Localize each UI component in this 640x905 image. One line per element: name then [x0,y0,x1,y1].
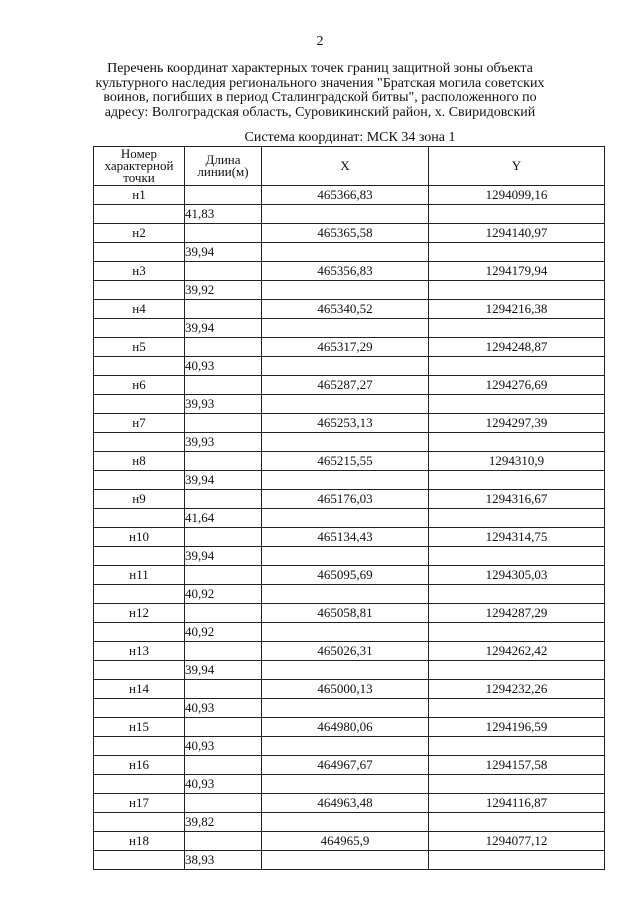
empty-length-cell [185,680,262,699]
empty-x-cell [262,319,429,338]
empty-point-cell [94,243,185,262]
empty-y-cell [429,851,605,870]
empty-length-cell [185,718,262,737]
empty-point-cell [94,661,185,680]
point-number-cell: н11 [94,566,185,585]
point-number-cell: н14 [94,680,185,699]
empty-point-cell [94,281,185,300]
y-coordinate-cell: 1294099,16 [429,186,605,205]
x-coordinate-cell: 465365,58 [262,224,429,243]
x-coordinate-cell: 465026,31 [262,642,429,661]
empty-length-cell [185,452,262,471]
y-coordinate-cell: 1294305,03 [429,566,605,585]
empty-x-cell [262,699,429,718]
x-coordinate-cell: 464980,06 [262,718,429,737]
empty-length-cell [185,376,262,395]
empty-x-cell [262,547,429,566]
empty-length-cell [185,414,262,433]
x-coordinate-cell: 464963,48 [262,794,429,813]
empty-y-cell [429,205,605,224]
table-row [94,832,605,851]
table-row [94,680,605,699]
y-coordinate-cell: 1294248,87 [429,338,605,357]
empty-x-cell [262,357,429,376]
empty-y-cell [429,585,605,604]
empty-y-cell [429,699,605,718]
x-coordinate-cell: 465215,55 [262,452,429,471]
empty-point-cell [94,851,185,870]
point-number-cell: н17 [94,794,185,813]
header-x: X [262,147,429,186]
point-number-cell: н10 [94,528,185,547]
x-coordinate-cell: 465000,13 [262,680,429,699]
x-coordinate-cell: 465340,52 [262,300,429,319]
table-row [94,338,605,357]
empty-x-cell [262,851,429,870]
y-coordinate-cell: 1294077,12 [429,832,605,851]
table-row [94,490,605,509]
line-length-cell: 40,92 [185,623,262,642]
point-number-cell: н8 [94,452,185,471]
table-row-length [94,661,605,680]
empty-length-cell [185,566,262,585]
table-row [94,186,605,205]
point-number-cell: н6 [94,376,185,395]
x-coordinate-cell: 465176,03 [262,490,429,509]
empty-length-cell [185,262,262,281]
table-row-length [94,737,605,756]
table-row-length [94,623,605,642]
table-row-length [94,395,605,414]
x-coordinate-cell: 464967,67 [262,756,429,775]
empty-point-cell [94,623,185,642]
empty-x-cell [262,813,429,832]
x-coordinate-cell: 465253,13 [262,414,429,433]
y-coordinate-cell: 1294276,69 [429,376,605,395]
y-coordinate-cell: 1294157,58 [429,756,605,775]
y-coordinate-cell: 1294216,38 [429,300,605,319]
point-number-cell: н1 [94,186,185,205]
table-row [94,376,605,395]
empty-y-cell [429,471,605,490]
line-length-cell: 41,64 [185,509,262,528]
point-number-cell: н15 [94,718,185,737]
empty-x-cell [262,737,429,756]
x-coordinate-cell: 465317,29 [262,338,429,357]
empty-y-cell [429,433,605,452]
line-length-cell: 39,94 [185,661,262,680]
empty-point-cell [94,395,185,414]
point-number-cell: н12 [94,604,185,623]
empty-x-cell [262,243,429,262]
x-coordinate-cell: 465356,83 [262,262,429,281]
empty-y-cell [429,661,605,680]
line-length-cell: 40,93 [185,775,262,794]
y-coordinate-cell: 1294316,67 [429,490,605,509]
empty-y-cell [429,813,605,832]
empty-y-cell [429,395,605,414]
empty-y-cell [429,357,605,376]
header-point-number: Номер характерной точки [94,147,185,186]
empty-length-cell [185,224,262,243]
table-row [94,452,605,471]
empty-x-cell [262,509,429,528]
y-coordinate-cell: 1294140,97 [429,224,605,243]
line-length-cell: 39,94 [185,319,262,338]
table-row [94,642,605,661]
table-header-row [94,147,605,186]
empty-point-cell [94,813,185,832]
empty-y-cell [429,775,605,794]
empty-x-cell [262,205,429,224]
line-length-cell: 40,93 [185,357,262,376]
y-coordinate-cell: 1294116,87 [429,794,605,813]
empty-x-cell [262,775,429,794]
empty-x-cell [262,623,429,642]
y-coordinate-cell: 1294262,42 [429,642,605,661]
empty-y-cell [429,737,605,756]
empty-length-cell [185,490,262,509]
x-coordinate-cell: 465287,27 [262,376,429,395]
empty-point-cell [94,471,185,490]
line-length-cell: 41,83 [185,205,262,224]
document-heading: Перечень координат характерных точек границ защитной зоны объекта культурного наследия регионального значения "Братская могила советских воинов, погибших в период Сталинградской битвы", расположенного по адресу: Волгоградская область, Суровикинский район, х. Свиридовский [95,61,545,120]
line-length-cell: 40,93 [185,699,262,718]
table-row [94,604,605,623]
empty-length-cell [185,832,262,851]
line-length-cell: 39,94 [185,471,262,490]
table-row-length [94,851,605,870]
line-length-cell: 38,93 [185,851,262,870]
table-row [94,756,605,775]
table-row [94,224,605,243]
table-row-length [94,775,605,794]
point-number-cell: н9 [94,490,185,509]
y-coordinate-cell: 1294314,75 [429,528,605,547]
y-coordinate-cell: 1294297,39 [429,414,605,433]
point-number-cell: н3 [94,262,185,281]
empty-x-cell [262,661,429,680]
empty-y-cell [429,243,605,262]
line-length-cell: 39,92 [185,281,262,300]
header-line-length: Длина линии(м) [185,147,262,186]
empty-x-cell [262,585,429,604]
table-row [94,566,605,585]
empty-x-cell [262,395,429,414]
y-coordinate-cell: 1294310,9 [429,452,605,471]
empty-y-cell [429,509,605,528]
table-row-length [94,243,605,262]
line-length-cell: 39,94 [185,547,262,566]
y-coordinate-cell: 1294196,59 [429,718,605,737]
empty-point-cell [94,775,185,794]
x-coordinate-cell: 465095,69 [262,566,429,585]
line-length-cell: 40,92 [185,585,262,604]
table-row-length [94,205,605,224]
point-number-cell: н7 [94,414,185,433]
empty-y-cell [429,319,605,338]
coordinates-table [93,146,605,870]
coordinate-system-caption: Система координат: МСК 34 зона 1 [244,130,456,145]
table-row-length [94,357,605,376]
table-row-length [94,813,605,832]
empty-y-cell [429,547,605,566]
empty-point-cell [94,699,185,718]
page-number: 2 [316,34,324,49]
point-number-cell: н2 [94,224,185,243]
empty-length-cell [185,186,262,205]
point-number-cell: н4 [94,300,185,319]
table-row [94,528,605,547]
table-row-length [94,319,605,338]
empty-length-cell [185,528,262,547]
empty-length-cell [185,794,262,813]
empty-y-cell [429,623,605,642]
table-row-length [94,471,605,490]
point-number-cell: н13 [94,642,185,661]
empty-point-cell [94,205,185,224]
line-length-cell: 39,93 [185,395,262,414]
empty-y-cell [429,281,605,300]
table-row [94,414,605,433]
x-coordinate-cell: 464965,9 [262,832,429,851]
table-row [94,794,605,813]
empty-point-cell [94,319,185,338]
table-row [94,300,605,319]
header-y: Y [429,147,605,186]
empty-x-cell [262,433,429,452]
line-length-cell: 39,82 [185,813,262,832]
empty-point-cell [94,509,185,528]
point-number-cell: н5 [94,338,185,357]
empty-point-cell [94,357,185,376]
line-length-cell: 39,93 [185,433,262,452]
empty-length-cell [185,604,262,623]
y-coordinate-cell: 1294179,94 [429,262,605,281]
table-row-length [94,281,605,300]
empty-point-cell [94,585,185,604]
y-coordinate-cell: 1294287,29 [429,604,605,623]
empty-length-cell [185,338,262,357]
coordinates-table-body [94,186,605,870]
point-number-cell: н18 [94,832,185,851]
y-coordinate-cell: 1294232,26 [429,680,605,699]
empty-length-cell [185,756,262,775]
empty-length-cell [185,300,262,319]
empty-point-cell [94,737,185,756]
empty-point-cell [94,433,185,452]
x-coordinate-cell: 465134,43 [262,528,429,547]
line-length-cell: 40,93 [185,737,262,756]
x-coordinate-cell: 465366,83 [262,186,429,205]
x-coordinate-cell: 465058,81 [262,604,429,623]
table-row [94,262,605,281]
empty-x-cell [262,281,429,300]
point-number-cell: н16 [94,756,185,775]
table-row-length [94,699,605,718]
table-row-length [94,509,605,528]
empty-point-cell [94,547,185,566]
empty-length-cell [185,642,262,661]
empty-x-cell [262,471,429,490]
table-row [94,718,605,737]
table-row-length [94,585,605,604]
table-row-length [94,433,605,452]
line-length-cell: 39,94 [185,243,262,262]
table-row-length [94,547,605,566]
